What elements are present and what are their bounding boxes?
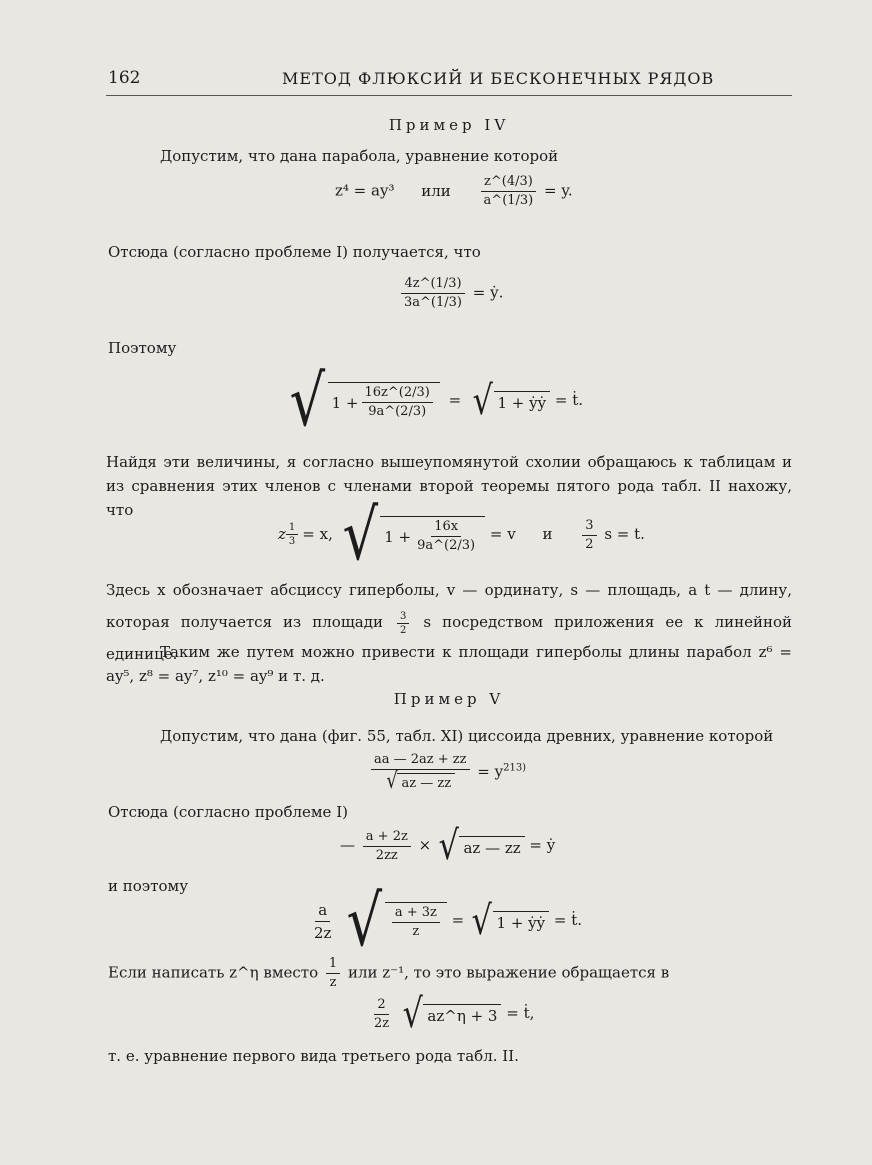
- example4-equation-3: [285, 360, 584, 442]
- eq5-3-radical: √ $\frac{a + 3z}{z}$: [342, 886, 447, 956]
- eq5-4-radical: √ az^η + 3: [400, 994, 502, 1034]
- example5-equation-2: [340, 823, 556, 869]
- eq5-3-fraction: $\frac{a}{2z}$: [314, 900, 332, 942]
- eq2-fraction: [401, 276, 465, 311]
- radical-sign: √: [289, 360, 326, 442]
- eq5-2-minus: —: [340, 836, 355, 854]
- eq4-c-fraction: $\frac{3}{2}$: [582, 518, 596, 553]
- eq5-2-fraction: $\frac{a + 2z}{2zz}$: [363, 829, 411, 864]
- eq3-mid: =: [448, 391, 462, 409]
- eq3-denominator: 9a^(2/3): [368, 404, 427, 419]
- example5-heading: Пример V: [393, 690, 505, 708]
- example4-heading: Пример IV: [388, 116, 510, 134]
- radical-sign: √: [438, 823, 459, 869]
- example5-from-text: Отсюда (согласно проблеме I): [108, 803, 348, 821]
- eq4-radical: [338, 494, 485, 576]
- example5-conclusion: т. е. уравнение первого вида третьего рода табл. II.: [108, 1047, 519, 1065]
- eq5-3-radical-2: √ 1 + ẏẏ: [469, 901, 549, 941]
- example5-equation-3: [308, 880, 583, 962]
- eq4-fraction: [414, 519, 478, 554]
- eq3-one: 1 +: [331, 393, 359, 412]
- eq3-right: = ṫ.: [554, 391, 584, 409]
- eq4-c-right: s = t.: [604, 525, 645, 543]
- eq5-2-times: ×: [418, 836, 432, 854]
- eq4-numerator: 16x: [431, 519, 461, 537]
- example5-therefore: и поэтому: [108, 877, 189, 895]
- radical-sign: √: [472, 378, 493, 424]
- example5-intro: Допустим, что дана (фиг. 55, табл. XI) циссоида древних, уравнение которой: [160, 727, 774, 745]
- para2-fraction: $\frac{3}{2}$: [397, 611, 409, 636]
- eq5-4-fraction: $\frac{2}{2z}$: [374, 996, 390, 1031]
- eq4-a-right: = x,: [302, 525, 333, 543]
- eq2-denominator: 3a^(1/3): [404, 295, 462, 310]
- eq5-1-fraction: [371, 752, 470, 793]
- eq5-4-right: = ṫ,: [506, 1004, 535, 1022]
- eq4-right: = v: [489, 525, 516, 543]
- example5-equation-1: [368, 752, 526, 793]
- eq1-or: или: [421, 181, 451, 200]
- eq4-and: и: [542, 525, 553, 543]
- radical-sign: √: [346, 880, 383, 962]
- eq2-right: = ẏ.: [472, 283, 504, 302]
- eq1-numerator: z^(4/3): [481, 174, 536, 192]
- eq4-denominator: 9a^(2/3): [417, 538, 476, 553]
- example4-equation-2: [398, 276, 503, 311]
- eq1-right: = y.: [544, 181, 573, 200]
- eq1-fraction: [481, 174, 537, 209]
- example5-paragraph: Если написать z^η вместо $\frac{1}{z}$ или z⁻¹, то это выражение обращается в: [108, 956, 670, 990]
- eq5-2-radical: √ az — zz: [436, 826, 525, 866]
- para-fraction: $\frac{1}{z}$: [326, 956, 340, 991]
- example4-paragraph-3: Таким же путем можно привести к площади гиперболы длины парабол z⁶ = ay⁵, z⁸ = ay⁷, z¹⁰ = ay⁹ и т. д.: [106, 643, 792, 685]
- eq3-radical: [285, 360, 440, 442]
- eq5-1-right: = y: [477, 762, 504, 781]
- example4-equation-4: z $\frac{1}{3}$ = x, √ 1 + $\frac{16x}{9a\^{}(2/3)}$ = v и $\frac{3}{2}$ s = t.: [278, 494, 645, 576]
- eq5-2-right: = ẏ: [529, 836, 556, 854]
- example4-paragraph-1: Найдя эти величины, я согласно вышеупомянутой схолии обращаюсь к таблицам и из сравнения этих членов с членами второй теоремы пятого рода табл. II нахожу, что: [106, 453, 792, 519]
- eq2-numerator: 4z^(1/3): [401, 276, 464, 294]
- eq5-1-numerator: aa — 2az + zz: [371, 752, 470, 770]
- eq3-radicand: 1 + ẏẏ: [494, 391, 551, 412]
- eq3-radical-2: [470, 378, 550, 424]
- radical-sign: √: [402, 991, 423, 1037]
- radical-sign: √: [386, 769, 399, 794]
- eq5-3-right: = ṫ.: [553, 911, 583, 929]
- example4-paragraph-2: Здесь x обозначает абсциссу гиперболы, v — ординату, s — площадь, а t — длину, которая получается из площади $\frac{3}{2}$ s посредством приложения ее к линейной единице.: [106, 581, 792, 663]
- page-number: 162: [108, 68, 141, 88]
- footnote-ref: 213): [503, 762, 527, 774]
- radical-sign: √: [471, 898, 492, 944]
- running-title: МЕТОД ФЛЮКСИЙ И БЕСКОНЕЧНЫХ РЯДОВ: [282, 69, 715, 88]
- eq1-left: z⁴ = ay³: [335, 181, 395, 200]
- eq5-3-mid: =: [451, 911, 465, 929]
- eq5-1-denominator: az — zz: [397, 773, 455, 792]
- eq4-one: 1 +: [384, 527, 412, 546]
- eq1-denominator: a^(1/3): [483, 193, 534, 208]
- example4-therefore: Поэтому: [108, 339, 177, 357]
- eq3-numerator: 16z^(2/3): [362, 385, 433, 403]
- eq3-fraction: [362, 385, 433, 420]
- eq4-exponent: $\frac{1}{3}$: [286, 522, 298, 547]
- header-rule: [106, 95, 792, 96]
- example4-from-text: Отсюда (согласно проблеме I) получается, что: [108, 243, 481, 261]
- radical-sign: √: [342, 494, 378, 576]
- example4-intro: Допустим, что дана парабола, уравнение которой: [160, 147, 559, 165]
- example4-equation-1: [335, 174, 573, 209]
- example5-equation-4: [368, 991, 535, 1037]
